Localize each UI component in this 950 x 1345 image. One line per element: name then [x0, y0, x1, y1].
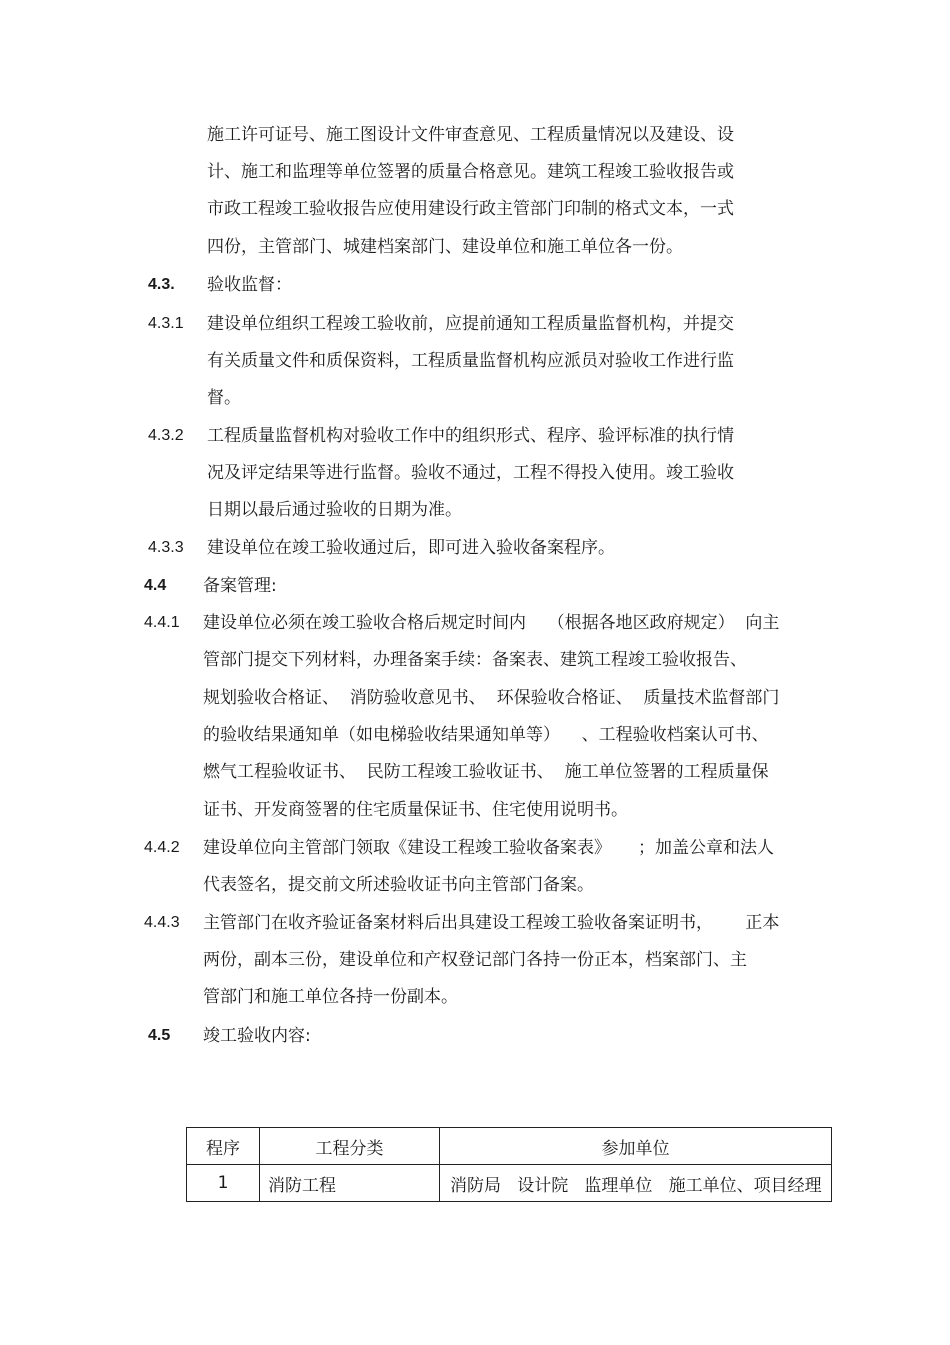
table-header-cell: 程序 — [187, 1128, 260, 1165]
table-header-cell: 工程分类 — [260, 1128, 440, 1165]
section-title: 备案管理: — [203, 576, 277, 596]
paragraph-line: 建设单位组织工程竣工验收前，应提前通知工程质量监督机构，并提交 — [207, 314, 734, 334]
paragraph-line: 工程质量监督机构对验收工作中的组织形式、程序、验评标准的执行情 — [207, 426, 734, 446]
paragraph-line: 况及评定结果等进行监督。验收不通过，工程不得投入使用。竣工验收 — [207, 463, 734, 483]
acceptance-table — [186, 1127, 832, 1202]
section-number: 4.5 — [148, 1027, 171, 1044]
paragraph-line: 代表签名，提交前文所述验收证书向主管部门备案。 — [203, 875, 594, 895]
paragraph-line: 督。 — [207, 388, 241, 408]
paragraph-line: 管部门提交下列材料，办理备案手续：备案表、建筑工程竣工验收报告、 — [203, 650, 747, 670]
table-cell: 消防局 设计院 监理单位 施工单位、项目经理 — [440, 1165, 832, 1202]
table-cell: 1 — [187, 1165, 260, 1202]
paragraph-line: 施工许可证号、施工图设计文件审查意见、工程质量情况以及建设、设 — [207, 125, 734, 145]
section-number: 4.4.3 — [144, 914, 180, 931]
paragraph-line: 日期以最后通过验收的日期为准。 — [207, 500, 462, 520]
paragraph-line: 燃气工程验收证书、 民防工程竣工验收证书、 施工单位签署的工程质量保 — [203, 762, 769, 782]
paragraph-line: 建设单位必须在竣工验收合格后规定时间内 （根据各地区政府规定） 向主 — [203, 613, 780, 633]
paragraph-line: 四份，主管部门、城建档案部门、建设单位和施工单位各一份。 — [207, 237, 683, 257]
table-row — [187, 1165, 832, 1202]
section-number: 4.4.1 — [144, 614, 180, 631]
section-number: 4.3.1 — [148, 315, 184, 332]
paragraph-line: 证书、开发商签署的住宅质量保证书、住宅使用说明书。 — [203, 800, 628, 820]
section-title: 竣工验收内容: — [203, 1026, 311, 1046]
paragraph-line: 管部门和施工单位各持一份副本。 — [203, 987, 458, 1007]
table-header-row — [187, 1128, 832, 1165]
table-cell: 消防工程 — [260, 1165, 440, 1202]
paragraph-line: 规划验收合格证、 消防验收意见书、 环保验收合格证、 质量技术监督部门 — [203, 688, 780, 708]
paragraph-line: 有关质量文件和质保资料，工程质量监督机构应派员对验收工作进行监 — [207, 351, 734, 371]
section-number: 4.3.2 — [148, 427, 184, 444]
section-number: 4.3.3 — [148, 539, 184, 556]
section-number: 4.4 — [144, 577, 167, 594]
paragraph-line: 两份，副本三份，建设单位和产权登记部门各持一份正本，档案部门、主 — [203, 950, 747, 970]
paragraph-line: 计、施工和监理等单位签署的质量合格意见。建筑工程竣工验收报告或 — [207, 162, 734, 182]
section-number: 4.4.2 — [144, 839, 180, 856]
paragraph-line: 建设单位在竣工验收通过后，即可进入验收备案程序。 — [207, 538, 615, 558]
table-header-cell: 参加单位 — [440, 1128, 832, 1165]
paragraph-line: 主管部门在收齐验证备案材料后出具建设工程竣工验收备案证明书， 正本 — [203, 913, 780, 933]
section-title: 验收监督： — [207, 275, 292, 295]
paragraph-line: 建设单位向主管部门领取《建设工程竣工验收备案表》 ；加盖公章和法人 — [203, 838, 775, 858]
section-number: 4.3. — [148, 276, 175, 293]
paragraph-line: 市政工程竣工验收报告应使用建设行政主管部门印制的格式文本，一式 — [207, 199, 734, 219]
paragraph-line: 的验收结果通知单（如电梯验收结果通知单等） 、工程验收档案认可书、 — [203, 725, 769, 745]
